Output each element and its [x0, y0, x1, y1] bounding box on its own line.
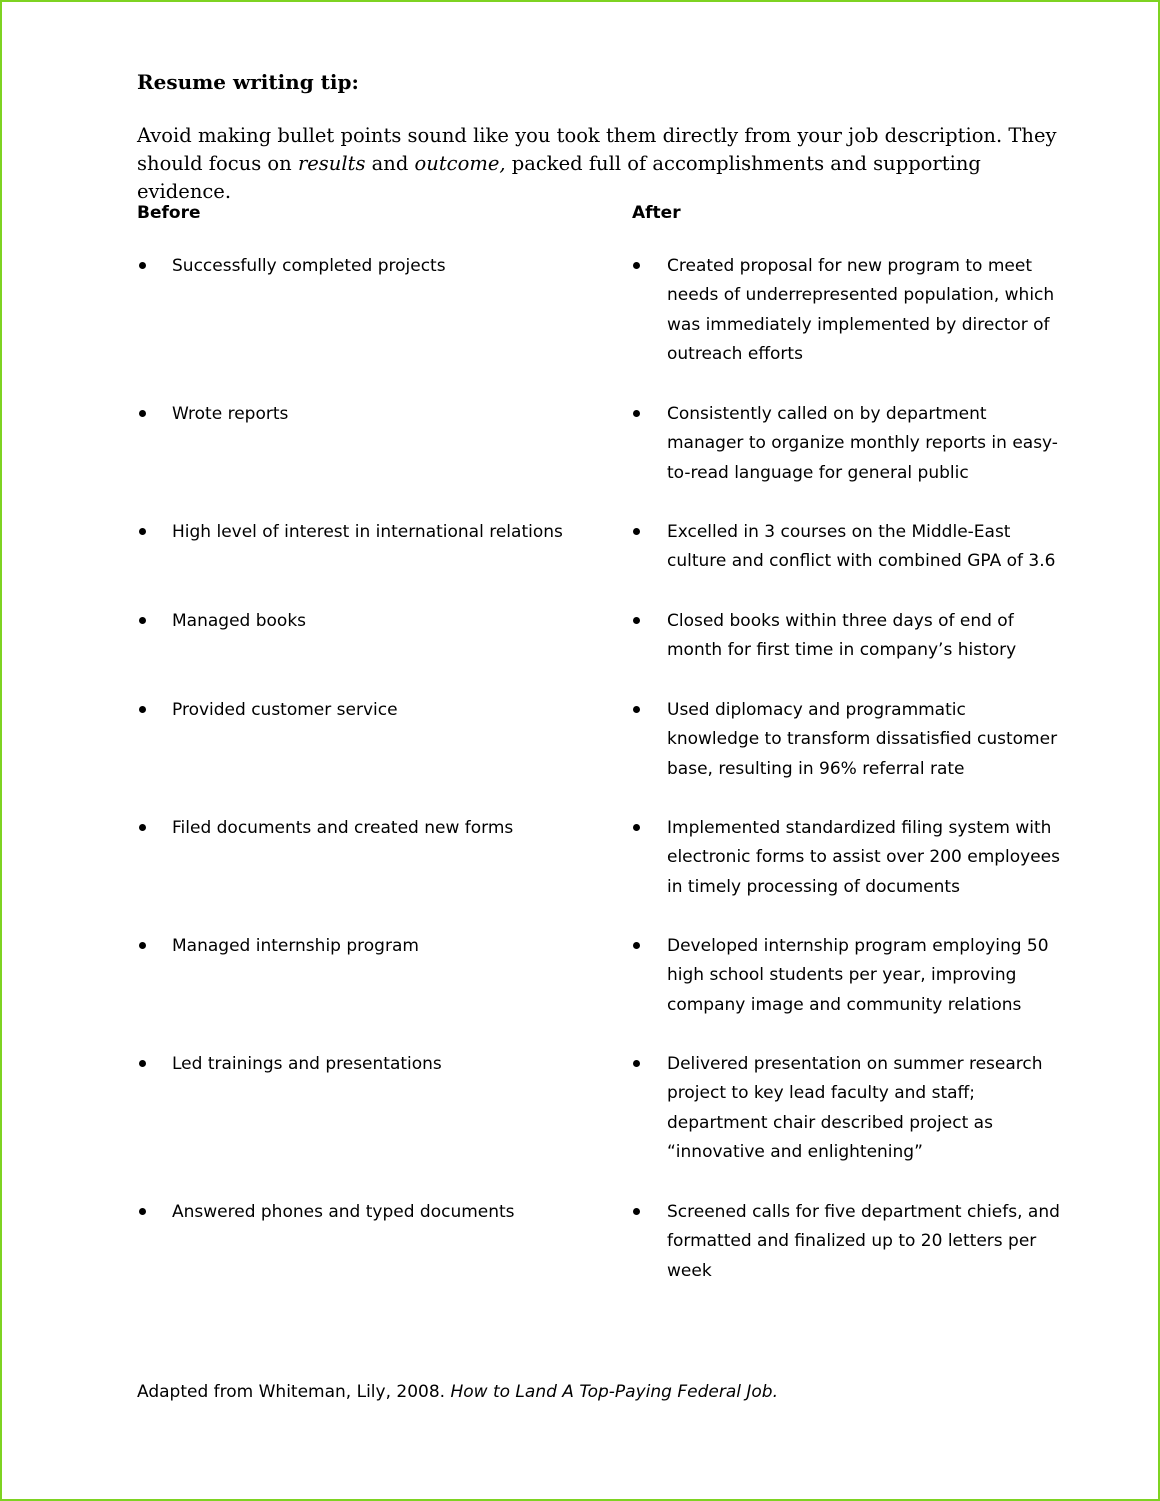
bullet-icon	[139, 706, 146, 713]
after-item: Closed books within three days of end of month for first time in company’s history	[667, 611, 1017, 661]
bullet-icon	[139, 942, 146, 949]
before-item: Successfully completed projects	[172, 256, 446, 276]
bullet-icon	[139, 262, 146, 269]
bullet-icon	[633, 528, 640, 535]
after-item: Excelled in 3 courses on the Middle-East culture and conflict with combined GPA of 3.6	[667, 522, 1056, 572]
after-item: Used diplomacy and programmatic knowledge to transform dissatisfied customer base, resulting in 96% referral rate	[667, 700, 1058, 779]
bullet-icon	[139, 824, 146, 831]
bullet-icon	[633, 706, 640, 713]
citation-text: Adapted from Whiteman, Lily, 2008.	[137, 1382, 451, 1402]
after-item: Developed internship program employing 50 high school students per year, improving company image and community relations	[667, 936, 1049, 1015]
bullet-icon	[633, 824, 640, 831]
citation	[137, 1382, 778, 1402]
bullet-icon	[139, 410, 146, 417]
intro-paragraph	[137, 122, 1067, 206]
bullet-icon	[139, 528, 146, 535]
before-item: Managed books	[172, 611, 307, 631]
intro-text: and	[365, 152, 415, 175]
bullet-icon	[633, 617, 640, 624]
before-item: High level of interest in international relations	[172, 522, 563, 542]
intro-text: packed full of accomplishments and supporting evidence.	[137, 152, 981, 203]
before-item: Provided customer service	[172, 700, 398, 720]
after-item: Consistently called on by department manager to organize monthly reports in easy-to-read language for general public	[667, 404, 1058, 483]
after-item: Implemented standardized filing system with electronic forms to assist over 200 employees in timely processing of documents	[667, 818, 1061, 897]
before-item: Wrote reports	[172, 404, 289, 424]
before-item: Managed internship program	[172, 936, 419, 956]
before-item: Filed documents and created new forms	[172, 818, 514, 838]
bullet-icon	[633, 942, 640, 949]
after-item: Screened calls for five department chiefs, and formatted and finalized up to 20 letters per week	[667, 1202, 1060, 1281]
before-item: Answered phones and typed documents	[172, 1202, 515, 1222]
bullet-icon	[139, 1060, 146, 1067]
page-title: Resume writing tip:	[137, 70, 359, 94]
before-item: Led trainings and presentations	[172, 1054, 442, 1074]
before-column-heading: Before	[137, 203, 201, 223]
bullet-icon	[633, 1060, 640, 1067]
bullet-icon	[633, 410, 640, 417]
intro-emphasis-results: results	[297, 152, 366, 175]
after-item: Created proposal for new program to meet needs of underrepresented population, which was immediately implemented by director of outreach efforts	[667, 256, 1055, 364]
intro-emphasis-outcome: outcome,	[414, 152, 506, 175]
bullet-icon	[633, 1208, 640, 1215]
intro-text: Avoid making bullet points sound like you took them directly from your job description. They should focus on	[137, 124, 1057, 175]
bullet-icon	[633, 262, 640, 269]
bullet-icon	[139, 1208, 146, 1215]
citation-book-title: How to Land A Top-Paying Federal Job.	[450, 1382, 778, 1402]
bullet-icon	[139, 617, 146, 624]
after-item: Delivered presentation on summer research project to key lead faculty and staff; department chair described project as “innovative and enlightening”	[667, 1054, 1043, 1162]
after-column-heading: After	[632, 203, 681, 223]
